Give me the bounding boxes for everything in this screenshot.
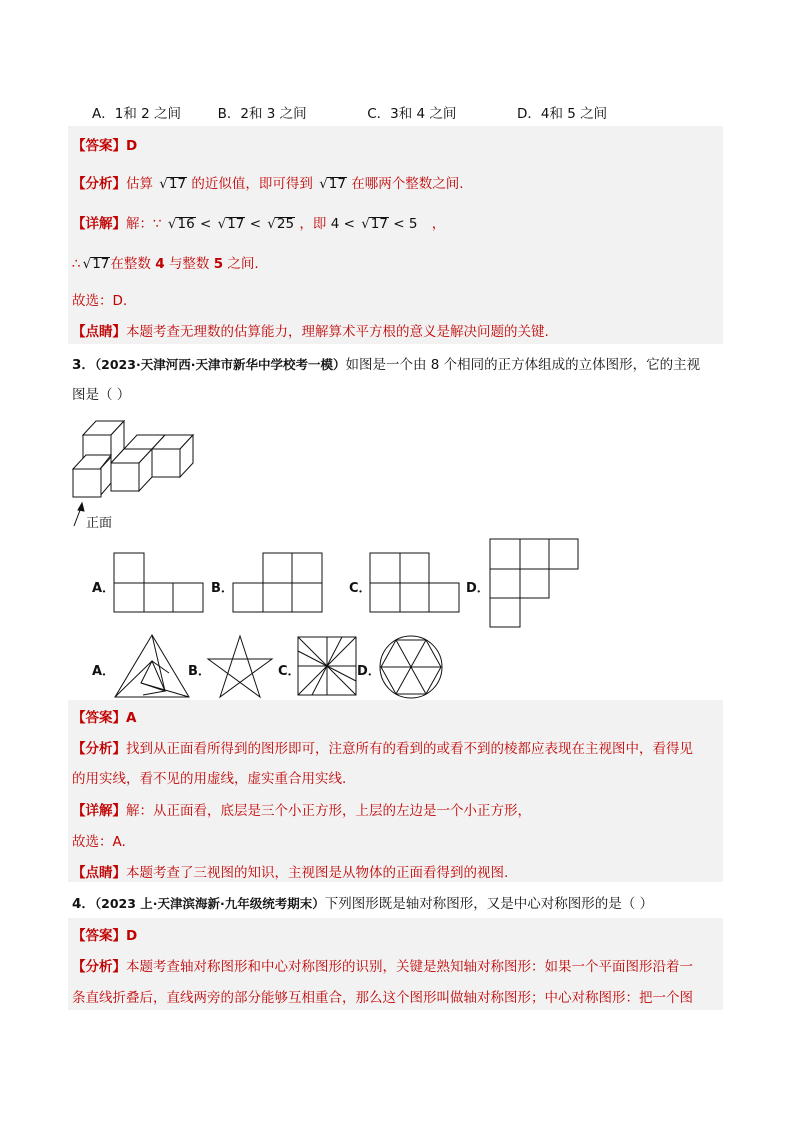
q2-answer: 【答案】D xyxy=(72,138,138,154)
q4-option-c-label[interactable]: C． xyxy=(278,664,301,679)
q3-option-c-label[interactable]: C． xyxy=(349,581,372,596)
q4-option-c-pinwheel-figure[interactable] xyxy=(296,635,358,697)
q3-option-a-figure[interactable] xyxy=(113,552,205,614)
q3-answer: 【答案】A xyxy=(72,710,137,726)
q4-analysis-line2: 条直线折叠后，直线两旁的部分能够互相重合，那么这个图形叫做轴对称图形；中心对称图形：把一个图 xyxy=(72,990,693,1006)
q2-solution-box xyxy=(68,126,723,344)
q2-comment: 【点睛】本题考查无理数的估算能力，理解算术平方根的意义是解决问题的关键. xyxy=(72,324,549,340)
q4-option-b-label[interactable]: B． xyxy=(188,664,211,679)
q4-stem: 4．（2023 上·天津滨海新·九年级统考期末）下列图形既是轴对称图形，又是中心对称图形的是（ ） xyxy=(72,896,654,912)
q3-solution-box xyxy=(68,700,723,882)
q3-analysis-line2: 的用实线，看不见的用虚线，虚实重合用实线. xyxy=(72,771,347,787)
q4-option-a-triangle-figure[interactable] xyxy=(113,633,191,699)
q4-option-b-star-figure[interactable] xyxy=(206,634,274,700)
q3-stem-line1: 3．（2023·天津河西·天津市新华中学校考一模）如图是一个由 8 个相同的正方体组成的立体图形，它的主视 xyxy=(72,357,701,373)
q2-analysis: 【分析】估算 √ 17 的近似值，即可得到 √ 17 在哪两个整数之间. xyxy=(72,172,464,192)
q2-options xyxy=(92,102,607,122)
q3-analysis-line1: 【分析】找到从正面看所得到的图形即可，注意所有的看到的或看不到的棱都应表现在主视图中，看得见 xyxy=(72,741,693,757)
q2-choose: 故选：D. xyxy=(72,293,128,309)
q4-option-d-label[interactable]: D． xyxy=(357,664,381,679)
q3-option-d-label[interactable]: D． xyxy=(466,581,490,596)
q3-choose: 故选：A. xyxy=(72,834,126,850)
q3-option-c-figure[interactable] xyxy=(369,552,461,614)
q2-option-c: C．3和 4 之间 xyxy=(367,106,457,122)
q2-detail: 【详解】解：∵ √ 16 < √ 17 < √ 25 ，即 4 < √ 17 < 5 ， xyxy=(72,212,445,232)
q3-option-a-label[interactable]: A． xyxy=(92,581,116,596)
q3-detail: 【详解】解：从正面看，底层是三个小正方形，上层的左边是一个小正方形， xyxy=(72,803,531,819)
q3-front-label: 正面 xyxy=(86,516,113,531)
q3-option-b-figure[interactable] xyxy=(232,552,324,614)
q4-option-a-label[interactable]: A． xyxy=(92,664,116,679)
q3-stem-line2: 图是（ ） xyxy=(72,387,131,403)
q4-answer: 【答案】D xyxy=(72,928,138,944)
q3-option-d-figure[interactable] xyxy=(489,538,581,630)
q4-option-d-hexagon-circle-figure[interactable] xyxy=(378,634,444,700)
q4-analysis-line1: 【分析】本题考查轴对称图形和中心对称图形的识别，关键是熟知轴对称图形：如果一个平面图形沿着一 xyxy=(72,959,693,975)
q3-option-b-label[interactable]: B． xyxy=(211,581,234,596)
q2-option-a: A．1和 2 之间 xyxy=(92,106,181,122)
q2-option-d: D．4和 5 之间 xyxy=(517,106,608,122)
q3-comment: 【点睛】本题考查了三视图的知识，主视图是从物体的正面看得到的视图. xyxy=(72,865,509,881)
q2-option-b: B．2和 3 之间 xyxy=(217,106,307,122)
q2-therefore: ∴√ 17在整数 4 与整数 5 之间. xyxy=(72,252,259,272)
